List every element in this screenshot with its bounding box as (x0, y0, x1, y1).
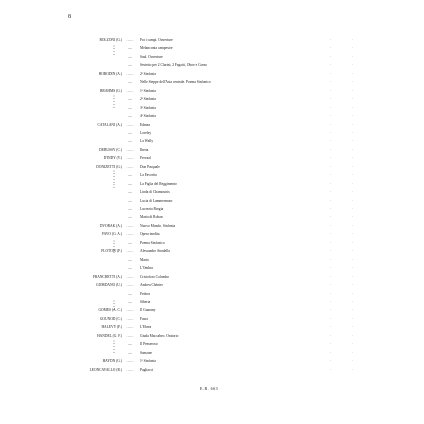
leader-dots: · (352, 97, 354, 102)
work-title: Iberia (140, 147, 149, 152)
composer-name: BOLZONI (G.) (99, 38, 122, 42)
catalog-row (0, 71, 424, 77)
composer-name: CATALANI (A.) (97, 122, 122, 127)
leader-dots: · (352, 350, 354, 355)
leader-dots: · (352, 316, 354, 321)
margin-tally: l l l l l l l (112, 170, 116, 189)
ditto-mark: — (128, 198, 132, 203)
leader-dots: · (352, 139, 354, 144)
ditto-mark: …… (126, 164, 134, 169)
ditto-mark: — (128, 105, 132, 110)
ditto-mark: — (128, 139, 132, 144)
leader-dots: · (330, 215, 332, 220)
work-title: Giuda Maccabeo. Oratorio (140, 333, 179, 338)
composer-name: HAYDN (G.) (102, 359, 122, 364)
work-title: Nuovo Mondo. Sinfonia (140, 223, 176, 228)
ditto-mark: …… (126, 122, 134, 127)
catalog-row (0, 265, 424, 271)
leader-dots: · (330, 122, 332, 127)
ditto-mark: — (128, 215, 132, 220)
work-title: Il Penseroso (140, 342, 158, 347)
ditto-mark: — (128, 80, 132, 85)
leader-dots: · (352, 223, 354, 228)
leader-dots: · (330, 359, 332, 364)
ditto-mark: — (128, 63, 132, 68)
composer-name: DEBUSSY (C.) (99, 147, 122, 152)
leader-dots: · (330, 223, 332, 228)
leader-dots: · (352, 249, 354, 254)
leader-dots: · (330, 38, 332, 42)
catalog-row (0, 79, 424, 85)
catalog-row (0, 54, 424, 60)
page-number: 8 (68, 14, 71, 20)
leader-dots: · (330, 283, 332, 288)
ditto-mark: …… (126, 308, 134, 313)
leader-dots: · (330, 299, 332, 304)
leader-dots: · (352, 240, 354, 245)
catalog-row (0, 122, 424, 128)
leader-dots: · (352, 173, 354, 178)
composer-name: GIORDANO (U.) (96, 283, 122, 288)
work-title: Opera inedita (140, 232, 160, 237)
catalog-row (0, 155, 424, 161)
catalog-row (0, 223, 424, 229)
catalog-row (0, 257, 424, 263)
leader-dots: · (352, 367, 354, 372)
leader-dots: · (330, 308, 332, 313)
ditto-mark: …… (126, 274, 134, 279)
leader-dots: · (330, 316, 332, 321)
work-title: Pagliacci (140, 367, 154, 372)
ditto-mark: — (128, 257, 132, 262)
leader-dots: · (330, 240, 332, 245)
work-title: L'Ombra (140, 266, 153, 271)
ditto-mark: …… (126, 156, 134, 161)
margin-tally: l l l l (112, 45, 116, 55)
ditto-mark: — (128, 54, 132, 59)
leader-dots: · (352, 232, 354, 237)
work-title: Alessandro Stradella (140, 249, 170, 254)
catalog-row (0, 62, 424, 68)
leader-dots: · (330, 274, 332, 279)
work-title: Melanconia campestre (140, 46, 173, 51)
leader-dots: · (352, 156, 354, 161)
leader-dots: · (352, 333, 354, 338)
work-title: 1ª Sinfonia (140, 359, 156, 364)
leader-dots: · (330, 105, 332, 110)
catalog-row (0, 333, 424, 339)
work-title: L'Ebrea (140, 325, 152, 330)
catalog-row (0, 88, 424, 94)
work-title: 1ª Sinfonia (140, 88, 156, 93)
leader-dots: · (352, 198, 354, 203)
ditto-mark: …… (126, 283, 134, 288)
leader-dots: · (352, 266, 354, 271)
catalog-row (0, 341, 424, 347)
work-title: Andrea Chénier (140, 283, 163, 288)
catalog-row (0, 316, 424, 322)
leader-dots: · (352, 63, 354, 68)
work-title: Linda di Chamounix (140, 190, 170, 195)
composer-name: FAVO (G. A.) (101, 232, 122, 237)
work-title: Nelle Steppe dell'Asia centrale. Poema Sinfonico (140, 80, 211, 85)
composer-name: HALEVY (F.) (101, 325, 122, 330)
leader-dots: · (330, 325, 332, 330)
ditto-mark: — (128, 114, 132, 119)
ditto-mark: …… (126, 249, 134, 254)
ditto-mark: — (128, 291, 132, 296)
leader-dots: · (352, 359, 354, 364)
catalog-row (0, 164, 424, 170)
leader-dots: · (352, 215, 354, 220)
leader-dots: · (352, 80, 354, 85)
leader-dots: · (330, 54, 332, 59)
leader-dots: · (352, 105, 354, 110)
leader-dots: · (330, 249, 332, 254)
leader-dots: · (330, 198, 332, 203)
leader-dots: · (330, 147, 332, 152)
margin-tally: l l l l (112, 300, 116, 310)
leader-dots: · (330, 181, 332, 186)
leader-dots: · (330, 291, 332, 296)
catalog-row (0, 113, 424, 119)
ditto-mark: …… (126, 147, 134, 152)
work-title: Maria di Rohan (140, 215, 163, 220)
catalog-row (0, 37, 424, 43)
leader-dots: · (330, 63, 332, 68)
composer-name: FRANCHETTI (A.) (92, 274, 122, 279)
ditto-mark: …… (126, 359, 134, 364)
leader-dots: · (330, 257, 332, 262)
leader-dots: · (352, 291, 354, 296)
ditto-mark: …… (126, 38, 134, 42)
composer-name: DVORAK (A.) (99, 223, 122, 228)
catalog-row (0, 282, 424, 288)
ditto-mark: — (128, 97, 132, 102)
composer-name: LEONCAVALLO (R.) (89, 367, 122, 372)
leader-dots: · (330, 266, 332, 271)
ditto-mark: — (128, 130, 132, 135)
leader-dots: · (330, 342, 332, 347)
leader-dots: · (330, 46, 332, 51)
leader-dots: · (352, 283, 354, 288)
leader-dots: · (352, 147, 354, 152)
catalog-row (0, 45, 424, 51)
leader-dots: · (330, 164, 332, 169)
leader-dots: · (352, 308, 354, 313)
leader-dots: · (330, 173, 332, 178)
catalog-row (0, 96, 424, 102)
leader-dots: · (352, 38, 354, 42)
leader-dots: · (330, 350, 332, 355)
ditto-mark: …… (126, 325, 134, 330)
work-title: Il Guarany (140, 308, 156, 313)
ditto-mark: — (128, 342, 132, 347)
ditto-mark: …… (126, 232, 134, 237)
work-title: Cristoforo Colombo (140, 274, 170, 279)
leader-dots: · (352, 342, 354, 347)
ditto-mark: …… (126, 333, 134, 338)
ditto-mark: …… (126, 71, 134, 76)
work-title: Fra i campi. Ouverture (140, 38, 173, 42)
work-title: La Wally (140, 139, 154, 144)
catalog-row (0, 274, 424, 280)
catalog-row (0, 231, 424, 237)
work-title: Siberia (140, 299, 151, 304)
work-title: La Figlia del Reggimento (140, 181, 177, 186)
ditto-mark: …… (126, 367, 134, 372)
leader-dots: · (330, 88, 332, 93)
leader-dots: · (330, 190, 332, 195)
catalog-row (0, 147, 424, 153)
work-title: Fervaal (140, 156, 151, 161)
work-title: 2ª Sinfonia (140, 71, 156, 76)
leader-dots: · (330, 156, 332, 161)
catalog-row (0, 189, 424, 195)
work-title: Saul. Ouverture (140, 54, 163, 59)
margin-tally: l l l l l (112, 95, 116, 108)
ditto-mark: …… (126, 223, 134, 228)
leader-dots: · (352, 274, 354, 279)
ditto-mark: …… (126, 316, 134, 321)
leader-dots: · (352, 88, 354, 93)
catalog-row (0, 181, 424, 187)
leader-dots: · (352, 46, 354, 51)
catalog-row (0, 307, 424, 313)
leader-dots: · (330, 97, 332, 102)
composer-name: DONIZETTI (G.) (96, 164, 122, 169)
ditto-mark: — (128, 350, 132, 355)
leader-dots: · (330, 71, 332, 76)
ditto-mark: — (128, 173, 132, 178)
leader-dots: · (352, 54, 354, 59)
composer-name: FLOTOW (F.) (101, 249, 122, 254)
work-title: Sansone (140, 350, 152, 355)
work-title: Poema Sinfonico (140, 240, 165, 245)
catalog-row (0, 240, 424, 246)
leader-dots: · (330, 232, 332, 237)
ditto-mark: — (128, 207, 132, 211)
composer-name: BORODIN (A.) (98, 71, 122, 76)
composer-name: GOMES (A. C.) (98, 308, 122, 313)
composer-name: HANDEL (G. F.) (97, 333, 122, 338)
leader-dots: · (352, 181, 354, 186)
work-title: Lucia di Lammermoor (140, 198, 173, 203)
catalog-row (0, 367, 424, 373)
leader-dots: · (352, 164, 354, 169)
leader-dots: · (352, 190, 354, 195)
leader-dots: · (330, 207, 332, 211)
catalog-row (0, 206, 424, 212)
leader-dots: · (352, 71, 354, 76)
leader-dots: · (352, 299, 354, 304)
work-title: 3ª Sinfonia (140, 105, 156, 110)
catalog-row (0, 248, 424, 254)
leader-dots: · (352, 122, 354, 127)
catalog-row (0, 358, 424, 364)
leader-dots: · (352, 207, 354, 211)
ditto-mark: — (128, 299, 132, 304)
leader-dots: · (330, 114, 332, 119)
catalog-row (0, 198, 424, 204)
leader-dots: · (330, 333, 332, 338)
ditto-mark: — (128, 240, 132, 245)
work-title: Lucrezia Borgia (140, 207, 164, 211)
catalog-row (0, 214, 424, 220)
catalog-row (0, 172, 424, 178)
margin-tally: l l l l l (112, 340, 116, 353)
leader-dots: · (352, 114, 354, 119)
work-title: Loreley (140, 130, 152, 135)
margin-tally: l l l l l (112, 240, 116, 253)
work-title: Faust (140, 316, 148, 321)
ditto-mark: — (128, 190, 132, 195)
catalog-row (0, 350, 424, 356)
leader-dots: · (352, 325, 354, 330)
composer-name: GOUNOD (C.) (99, 316, 122, 321)
ditto-mark: — (128, 266, 132, 271)
work-title: Edmea (140, 122, 150, 127)
ditto-mark: — (128, 181, 132, 186)
footer-code: E.R. 663 (200, 386, 219, 391)
leader-dots: · (330, 130, 332, 135)
work-title: Sestetto per 2 Clarini, 2 Fagotti, Oboe e Corno (140, 63, 208, 68)
catalog-row (0, 130, 424, 136)
catalog-row (0, 105, 424, 111)
leader-dots: · (352, 257, 354, 262)
work-title: La Favorita (140, 173, 157, 178)
leader-dots: · (330, 80, 332, 85)
catalog-row (0, 299, 424, 305)
composer-name: BRAHMS (G.) (100, 88, 122, 93)
work-title: Marta (140, 257, 149, 262)
ditto-mark: …… (126, 88, 134, 93)
work-title: 4ª Sinfonia (140, 114, 156, 119)
leader-dots: · (330, 367, 332, 372)
leader-dots: · (330, 139, 332, 144)
work-title: 2ª Sinfonia (140, 97, 156, 102)
work-title: Fedora (140, 291, 150, 296)
leader-dots: · (352, 130, 354, 135)
catalog-row (0, 291, 424, 297)
catalog-row (0, 324, 424, 330)
composer-name: D'INDY (V.) (103, 156, 122, 161)
catalog-row (0, 138, 424, 144)
ditto-mark: — (128, 46, 132, 51)
work-title: Don Pasquale (140, 164, 160, 169)
